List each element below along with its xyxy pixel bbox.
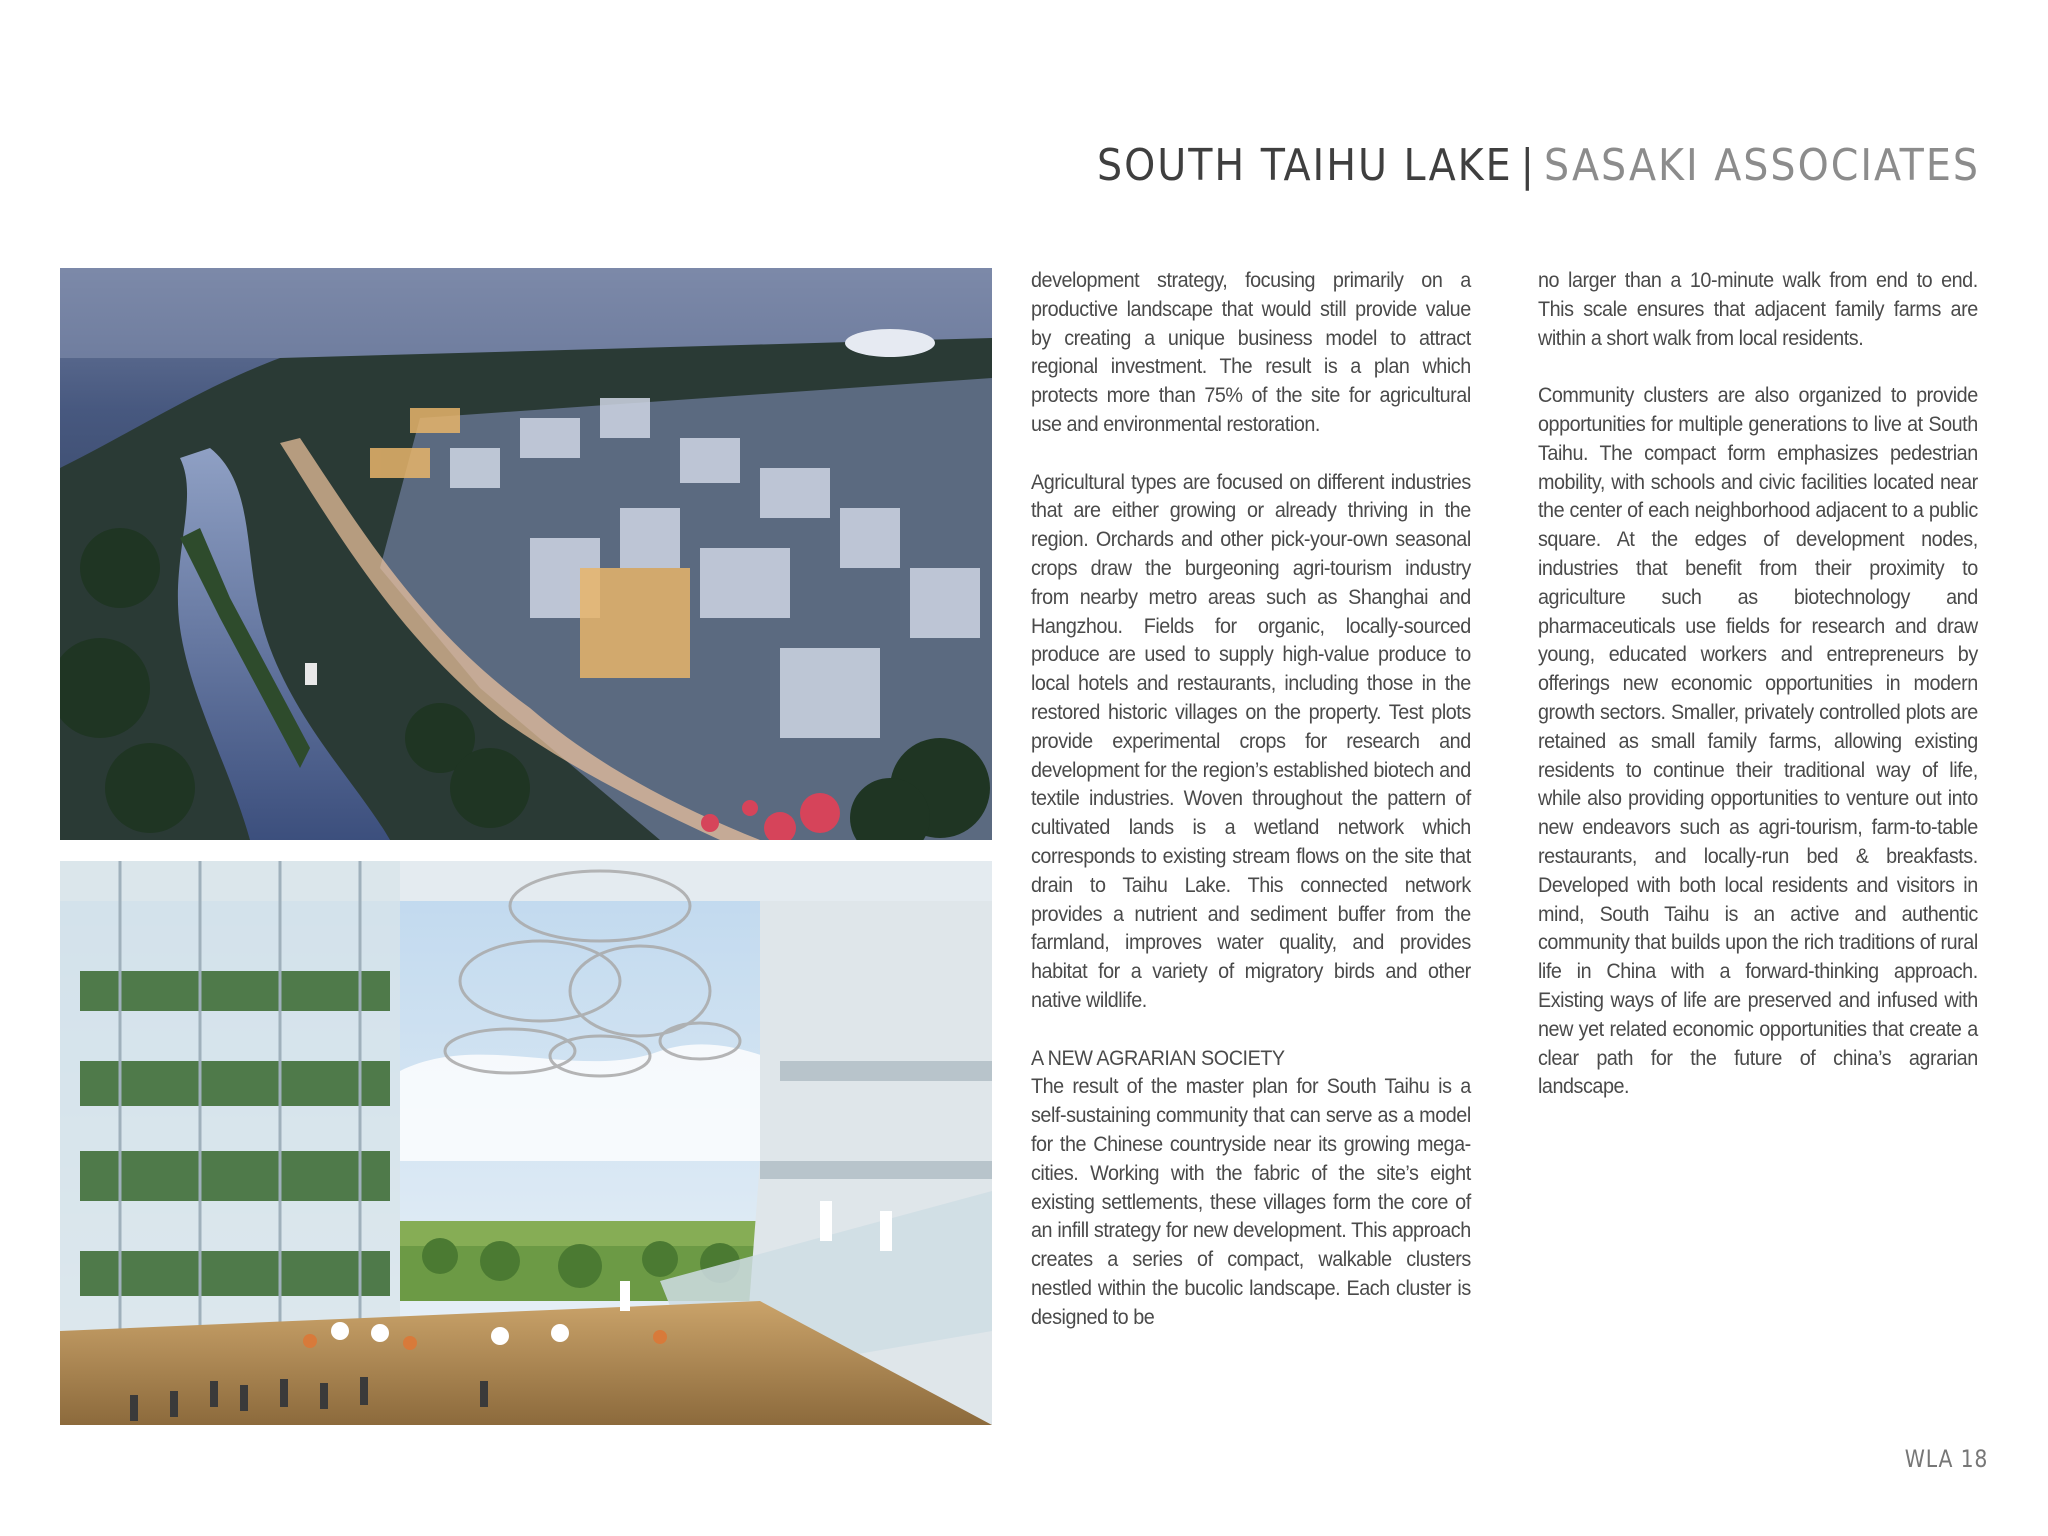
paragraph-community-clusters: Community clusters are also organized to provide opportunities for multiple generations to live at South Taihu. The compact form emphasizes pedestrian mobility, with schools and civic facilities located near the center of each neighborhood adjacent to a public square. At the edges of development nodes, industries that benefit from their proximity to agriculture such as biotechnology and pharmaceuticals use fields for research and draw young, educated workers and entrepreneurs by offerings new economic opportunities in modern growth sectors. Smaller, privately controlled plots are retained as small family farms, allowing existing residents to continue their traditional way of life, while also providing opportunities to venture out into new endeavors such as agri-tourism, farm-to-table restaurants, and locally-run bed & breakfasts. Developed with both local residents and visitors in mind, South Taihu is an active and authentic community that builds upon the rich traditions of rural life in China with a forward-thinking approach. Existing ways of life are preserved and infused with new yet related economic opportunities that create a clear path for the future of china’s agrarian landscape. xyxy=(1538,383,1978,1099)
firm-name: SASAKI ASSOCIATES xyxy=(1543,140,1980,191)
section-heading: A NEW AGRARIAN SOCIETY xyxy=(1031,1045,1285,1070)
page-header xyxy=(1097,140,1980,191)
paragraph-master-plan: The result of the master plan for South Taihu is a self-sustaining community that can serve as a model for the Chinese countryside near its growing mega-cities. Working with the fabric of the site’s eight existing settlements, these villages form the core of an infill strategy for new development. This approach creates a series of compact, walkable clusters nestled within the bucolic landscape. Each cluster is designed to be xyxy=(1031,1074,1471,1329)
aerial-rendering-icon xyxy=(60,268,992,840)
title-separator: | xyxy=(1520,140,1536,191)
atrium-rendering-icon xyxy=(60,861,992,1425)
paragraph-walk-scale: no larger than a 10-minute walk from end to end. This scale ensures that adjacent family farms are within a short walk from local residents. xyxy=(1538,268,1978,350)
text-column-right xyxy=(1538,266,1978,1101)
paragraph-agricultural-types: Agricultural types are focused on different industries that are either growing or already thriving in the region. Orchards and other pick-your-own seasonal crops draw the burgeoning agri-tourism industry from nearby metro areas such as Shanghai and Hangzhou. Fields for organic, locally-sourced produce are used to supply high-value produce to local hotels and restaurants, including those in the restored historic villages on the property. Test plots provide experimental crops for research and development for the region’s established biotech and textile industries. Woven throughout the pattern of cultivated lands is a wetland network which corresponds to existing stream flows on the site that drain to Taihu Lake. This connected network provides a nutrient and sediment buffer from the farmland, improves water quality, and provides habitat for a variety of migratory birds and other native wildlife. xyxy=(1031,469,1471,1012)
paragraph-strategy: development strategy, focusing primarily on a productive landscape that would still provide value by creating a unique business model to attract regional investment. The result is a plan which protects more than 75% of the site for agricultural use and environmental restoration. xyxy=(1031,268,1471,436)
atrium-rendering-image xyxy=(60,861,992,1425)
aerial-rendering-image xyxy=(60,268,992,840)
text-column-left xyxy=(1031,266,1471,1331)
page-number: WLA 18 xyxy=(1904,1445,1988,1473)
project-title: SOUTH TAIHU LAKE xyxy=(1096,140,1513,191)
